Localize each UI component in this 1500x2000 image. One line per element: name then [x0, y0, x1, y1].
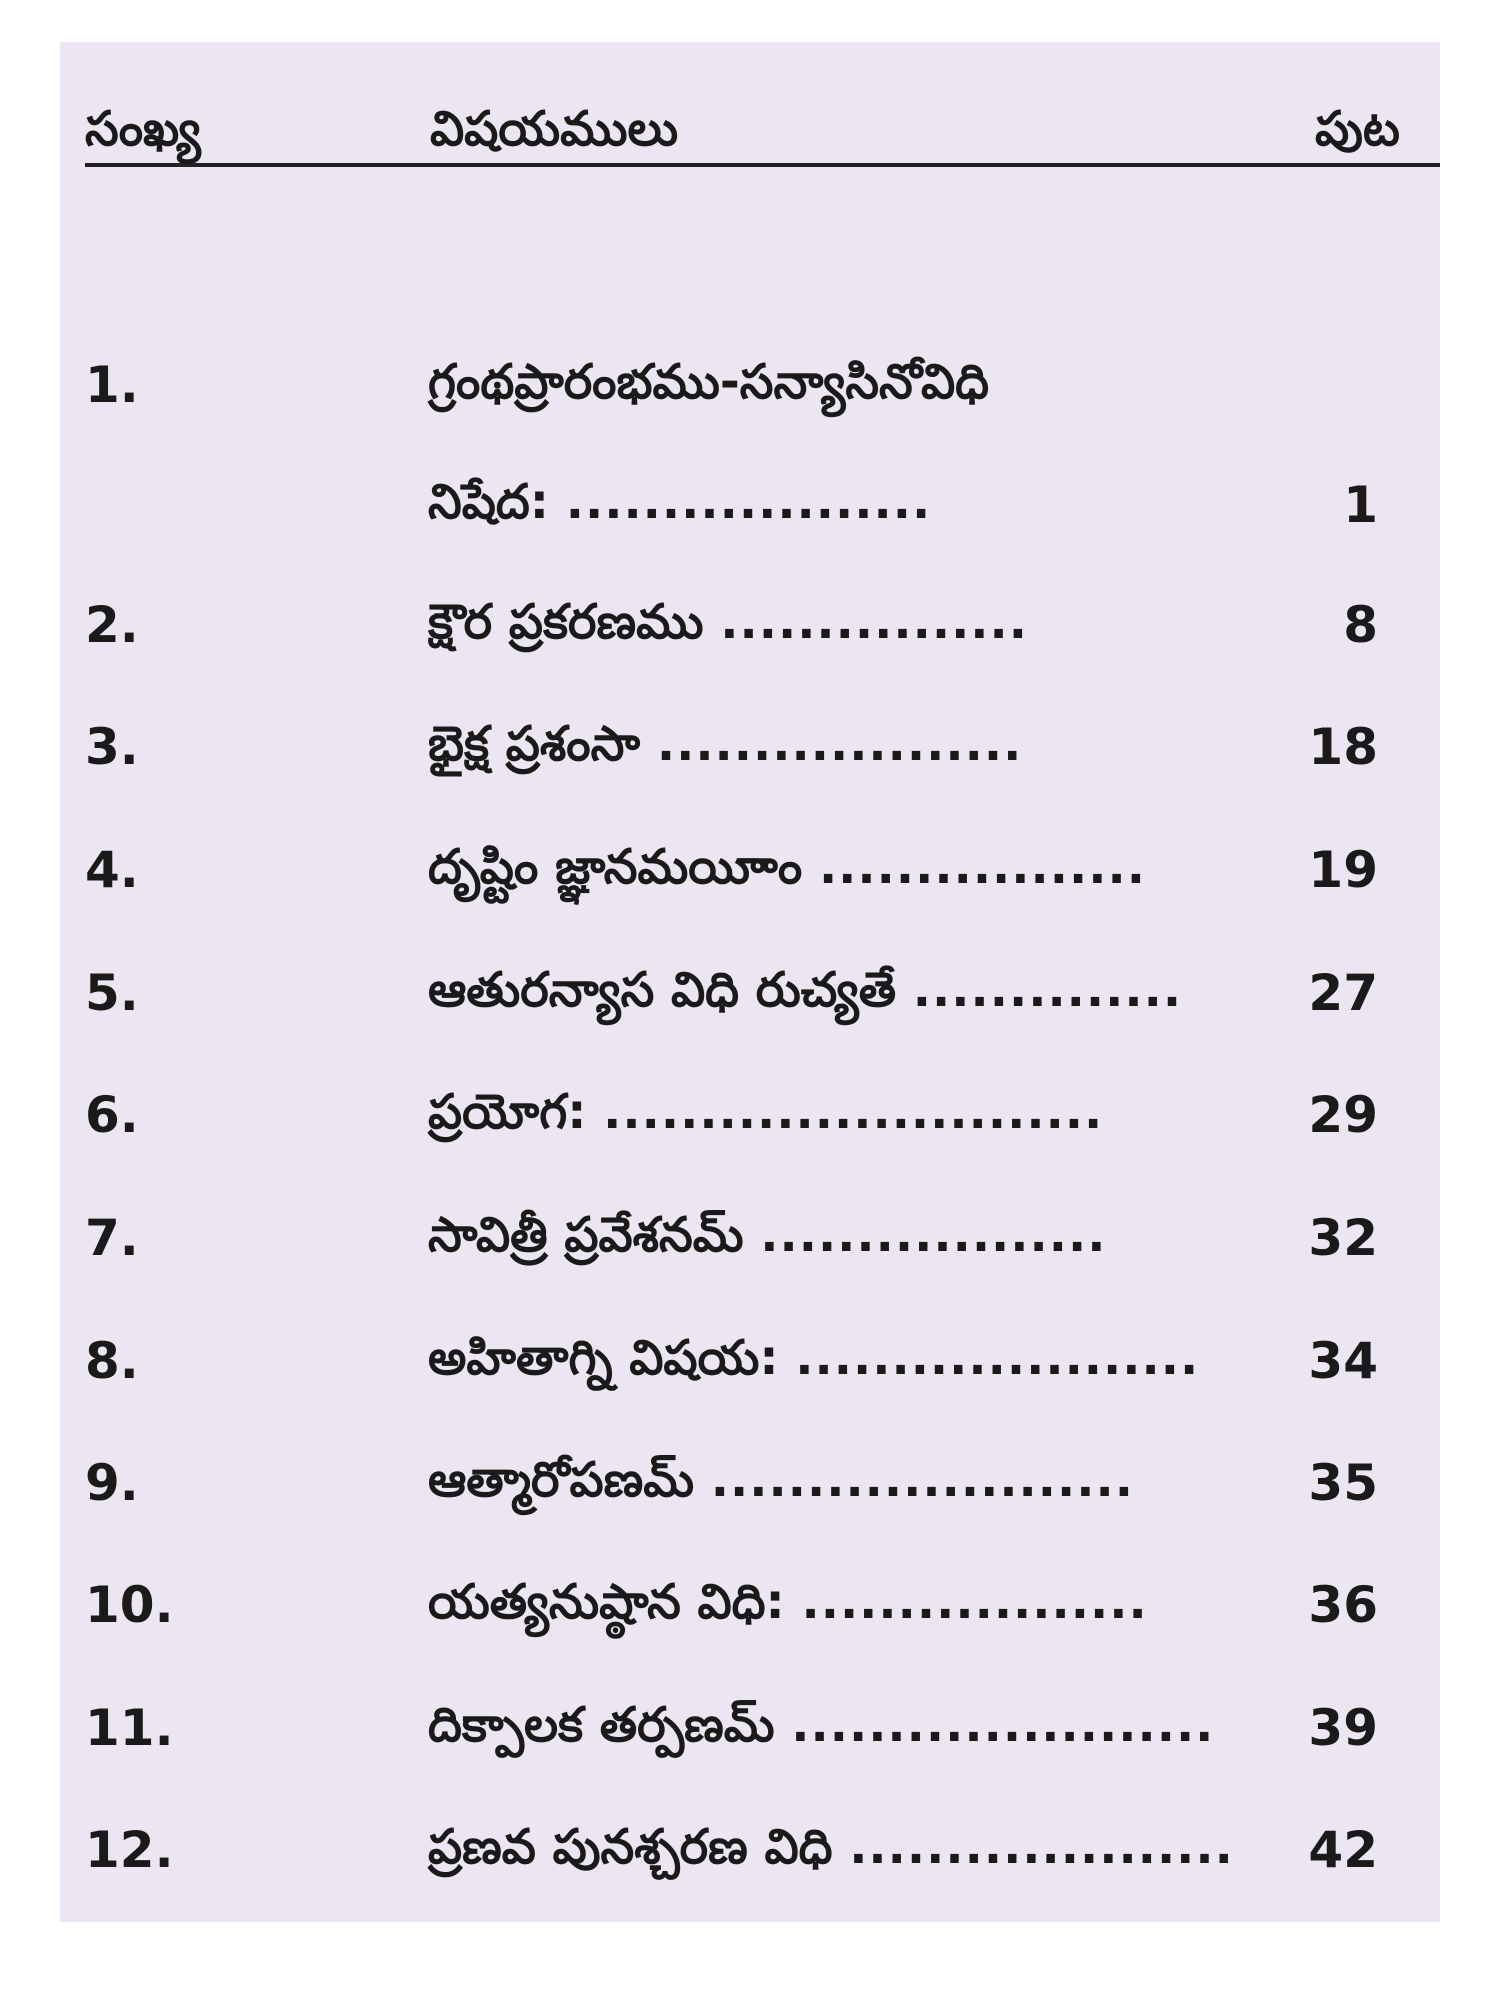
entry-page: 34: [1308, 1332, 1378, 1390]
entry-page: 36: [1308, 1576, 1378, 1634]
toc-row: [60, 342, 1440, 432]
header-number-label: సంఖ్య: [85, 101, 201, 157]
entry-title: యత్యనుష్ఠాన విధి: ..................: [428, 1574, 1148, 1630]
entry-page: 32: [1308, 1209, 1378, 1267]
entry-title: దిక్పాలక తర్పణమ్ ......................: [428, 1697, 1215, 1753]
entry-number: 4.: [85, 841, 139, 899]
toc-row: [60, 1440, 1440, 1530]
entry-page: 35: [1308, 1454, 1378, 1512]
entry-number: 7.: [85, 1209, 139, 1267]
entry-page: 39: [1308, 1699, 1378, 1757]
entry-title: ప్రణవ పునశ్చరణ విధి ....................: [428, 1819, 1234, 1875]
toc-row: [60, 1318, 1440, 1408]
entry-number: 9.: [85, 1454, 139, 1512]
entry-title: సావిత్రీ ప్రవేశనమ్ ..................: [428, 1207, 1107, 1263]
entry-number: 11.: [85, 1699, 174, 1757]
entry-page: 27: [1308, 964, 1378, 1022]
header-page-label: పుట: [1315, 101, 1400, 157]
toc-row: [60, 1195, 1440, 1285]
entry-title: క్షౌర ప్రకరణము ................: [428, 594, 1028, 650]
entry-title: నిషేద: ...................: [428, 474, 932, 530]
toc-row: [60, 582, 1440, 672]
entry-title: దృష్టిం జ్ఞానమయీాం .................: [428, 839, 1146, 895]
toc-row: [60, 1562, 1440, 1652]
toc-row: [60, 1685, 1440, 1775]
toc-row: [60, 950, 1440, 1040]
header-topic-label: విషయములు: [430, 101, 679, 157]
toc-row: [60, 827, 1440, 917]
entry-number: 12.: [85, 1821, 174, 1879]
contents-header: [85, 77, 1440, 167]
toc-row: [60, 1807, 1440, 1897]
entry-number: 2.: [85, 596, 139, 654]
entry-title: ప్రయోగ: ..........................: [428, 1084, 1104, 1140]
entry-page: 1: [1343, 476, 1378, 534]
entry-number: 10.: [85, 1576, 174, 1634]
toc-row: [60, 1072, 1440, 1162]
entry-title: ఆత్మారోపణమ్ ......................: [428, 1452, 1134, 1508]
entry-page: 8: [1343, 596, 1378, 654]
entry-page: 18: [1308, 718, 1378, 776]
contents-page: [60, 42, 1440, 1922]
entry-number: 3.: [85, 718, 139, 776]
entry-title: గ్రంథప్రారంభము-సన్యాసినోవిధి: [428, 354, 989, 410]
entry-number: 6.: [85, 1086, 139, 1144]
entry-number: 1.: [85, 356, 139, 414]
entry-number: 8.: [85, 1332, 139, 1390]
entry-page: 29: [1308, 1086, 1378, 1144]
entry-title: భైక్ష ప్రశంసా ...................: [428, 716, 1023, 772]
entry-page: 42: [1308, 1821, 1378, 1879]
entry-title: ఆతురన్యాస విధి రుచ్యతే ..............: [428, 962, 1183, 1018]
entry-title: అహితాగ్ని విషయ: .....................: [428, 1330, 1200, 1386]
toc-row: [60, 462, 1440, 552]
entry-number: 5.: [85, 964, 139, 1022]
entry-page: 19: [1308, 841, 1378, 899]
toc-row: [60, 704, 1440, 794]
